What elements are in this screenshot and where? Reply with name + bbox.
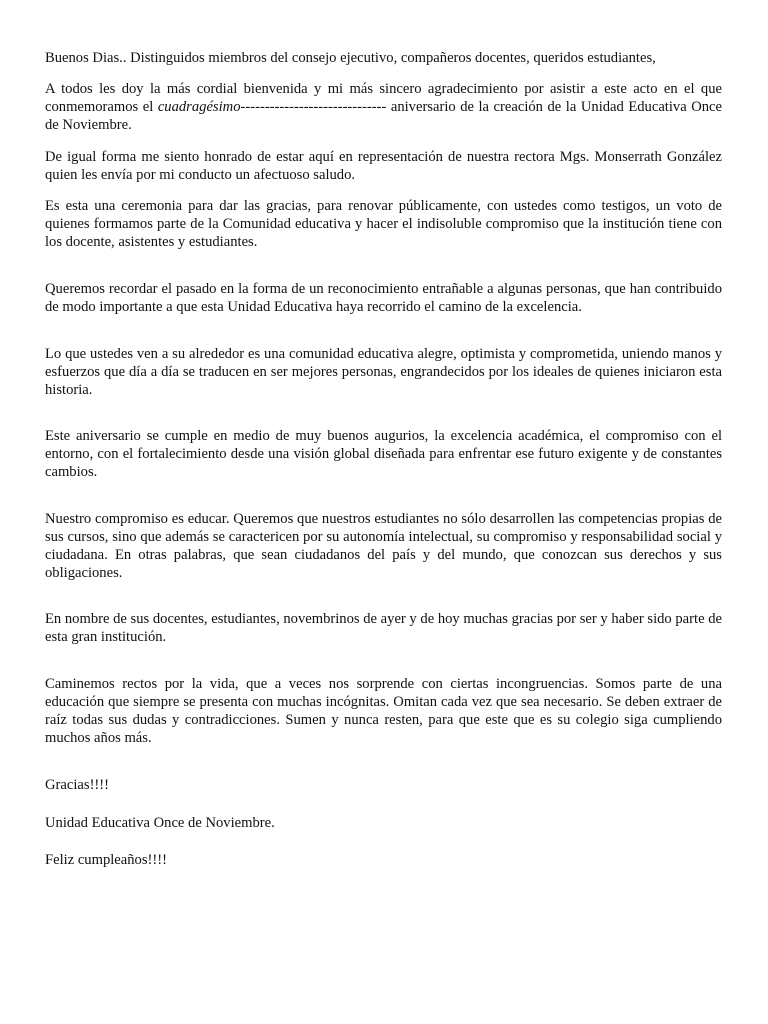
paragraph-community: Lo que ustedes ven a su alrededor es una comunidad educativa alegre, optimista y comprometida, uniendo manos y esfuerzos que día a día se traducen en ser mejores personas, engrandecidos por los ideales de quienes iniciaron esta historia. [45,346,722,398]
ordinal-italic: cuadragésimo [157,99,241,115]
paragraph-walk: Caminemos rectos por la vida, que a veces nos sorprende con ciertas incongruencias. Somos parte de una educación que siempre se presenta con muchas incógnitas. Omitan cada vez que sea necesario. Se deben extraer de raíz todas sus dudas y contradicciones. Sumen y nunca resten, para que este que es su colegio siga cumpliendo muchos años más. [45,676,722,746]
paragraph-anniversary: Este aniversario se cumple en medio de muy buenos augurios, la excelencia académica, el compromiso con el entorno, con el fortalecimiento desde una visión global diseñada para enfrentar ese futuro exigente y de constantes cambios. [45,428,722,480]
closing-school: Unidad Educativa Once de Noviembre. [45,815,275,831]
paragraph-representation: De igual forma me siento honrado de estar aquí en representación de nuestra rectora Mgs. Monserrath González quien les envía por mi conducto un afectuoso saludo. [45,149,722,183]
closing-thanks: Gracias!!!! [45,777,110,793]
paragraph-welcome-end: ------------------------------ aniversario de la creación de la Unidad Educativa Once de Noviembre. [45,99,723,133]
paragraph-welcome [45,80,722,134]
paragraph-thanks: En nombre de sus docentes, estudiantes, novembrinos de ayer y de hoy muchas gracias por ser y haber sido parte de esta gran institución. [45,611,722,645]
paragraph-welcome-start: A todos les doy la más cordial bienvenida y mi más sincero agradecimiento por asistir a este acto en el que conmemoramos el [45,81,722,115]
closing-birthday: Feliz cumpleaños!!!! [45,852,167,868]
paragraph-commitment: Nuestro compromiso es educar. Queremos que nuestros estudiantes no sólo desarrollen las competencias propias de sus cursos, sino que además se caractericen por su autonomía intelectual, su compromiso y responsabilidad social y ciudadana. En otras palabras, que sean ciudadanos del país y del mundo, que conozcan sus derechos y sus obligaciones. [45,511,722,581]
paragraph-remember: Queremos recordar el pasado en la forma de un reconocimiento entrañable a algunas personas, que han contribuido de modo importante a que esta Unidad Educativa haya recorrido el camino de la excelencia. [45,281,722,315]
greeting: Buenos Dias.. Distinguidos miembros del consejo ejecutivo, compañeros docentes, queridos estudiantes, [45,50,656,66]
paragraph-ceremony: Es esta una ceremonia para dar las gracias, para renovar públicamente, con ustedes como testigos, un voto de quienes formamos parte de la Comunidad educativa y hacer el indisoluble compromiso que la institución tiene con los docente, asistentes y estudiantes. [45,198,722,250]
